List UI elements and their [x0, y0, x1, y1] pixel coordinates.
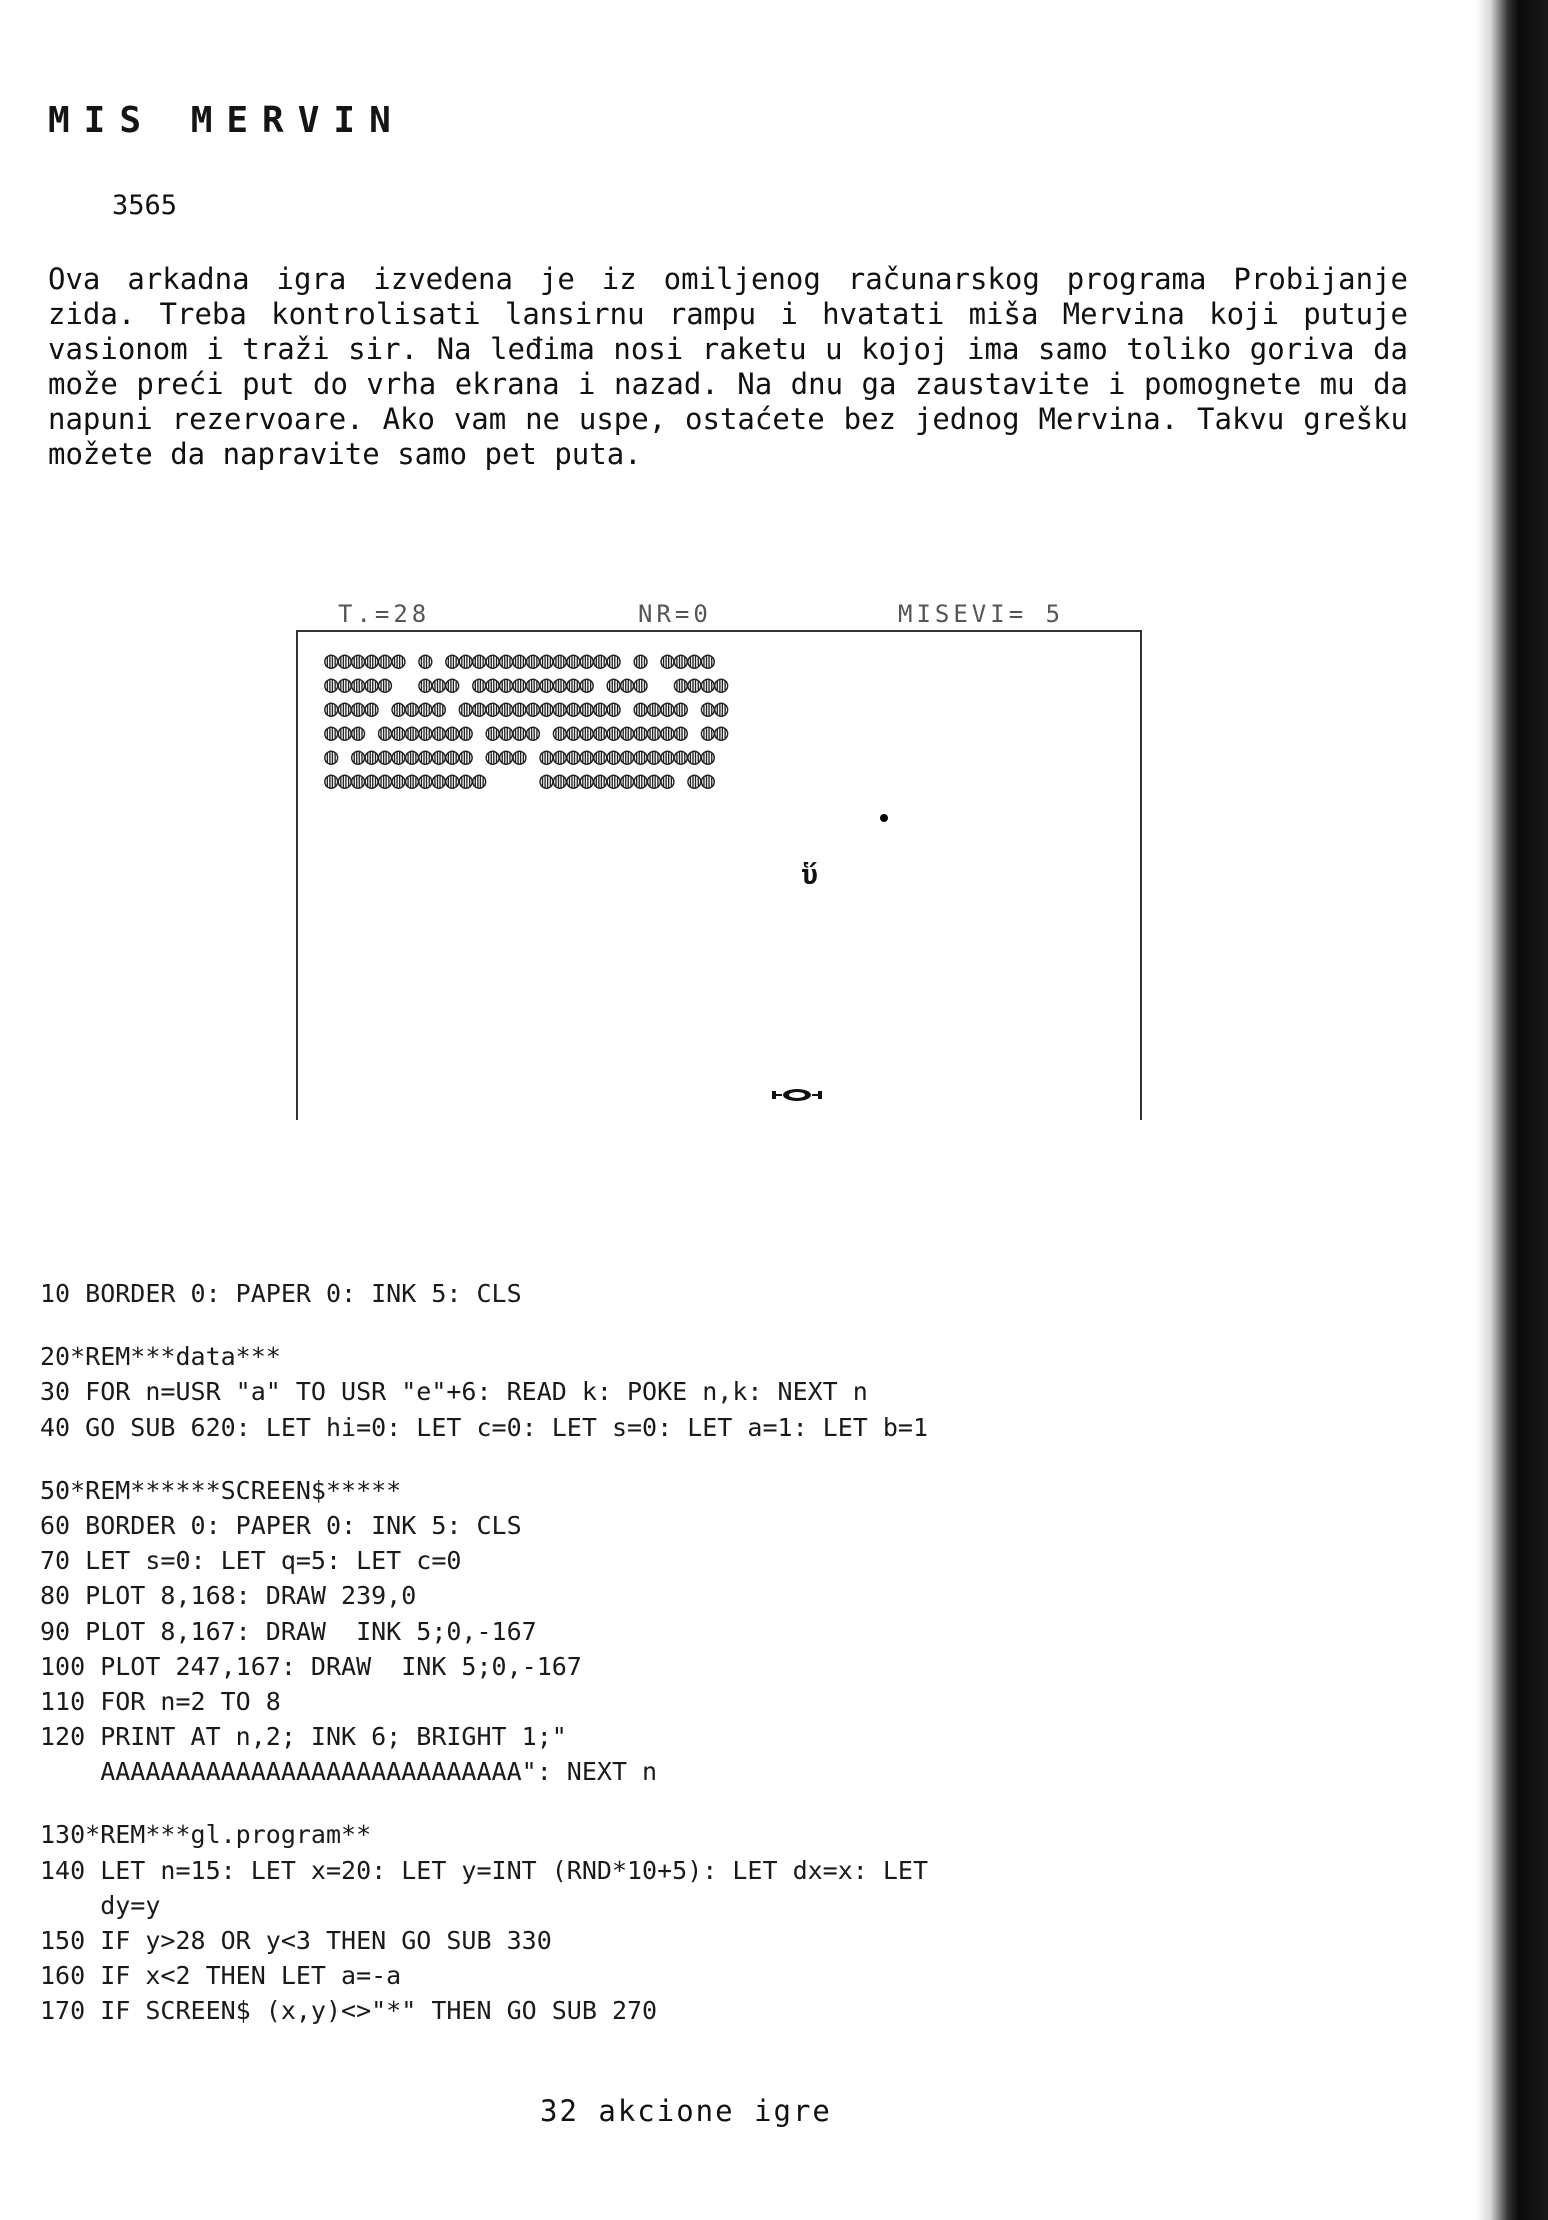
code-line: 70 LET s=0: LET q=5: LET c=0 [40, 1546, 462, 1576]
page-title: MIS MERVIN [48, 100, 405, 141]
code-line: 110 FOR n=2 TO 8 [40, 1686, 281, 1716]
code-line: dy=y [40, 1890, 161, 1920]
code-line: 40 GO SUB 620: LET hi=0: LET c=0: LET s=0: LET a=1: LET b=1 [40, 1412, 929, 1442]
basic-listing [40, 1276, 1220, 2029]
brick-wall [324, 648, 1124, 792]
code-line: AAAAAAAAAAAAAAAAAAAAAAAAAAAA": NEXT n [40, 1757, 658, 1787]
intro-paragraph: Ova arkadna igra izvedena je iz omiljenog računarskog programa Probijanje zida. Treba kontrolisati lansirnu rampu i hvatati miša Mervina koji putuje vasionom i traži sir. Na leđima nosi raketu u kojoj ima samo toliko goriva da može preći put do vrha ekrana i nazad. Na dnu ga zaustavite i pomognete mu da napuni rezervoare. Ako vam ne uspe, ostaćete bez jednog Mervina. Takvu grešku možete da napravite samo pet puta. [48, 262, 1408, 471]
status-mice: MISEVI= 5 [898, 600, 1065, 628]
brick-row: ◍◍◍◍◍ ◍◍◍ ◍◍◍◍◍◍◍◍◍ ◍◍◍ ◍◍◍◍ [324, 670, 728, 698]
code-line: 90 PLOT 8,167: DRAW INK 5;0,-167 [40, 1616, 537, 1646]
brick-row: ◍ ◍◍◍◍◍◍◍◍◍ ◍◍◍ ◍◍◍◍◍◍◍◍◍◍◍◍◍ [324, 742, 715, 770]
status-bar [296, 600, 1142, 632]
code-line: 170 IF SCREEN$ (x,y)<>"*" THEN GO SUB 270 [40, 1996, 658, 2026]
code-line: 30 FOR n=USR "a" TO USR "e"+6: READ k: POKE n,k: NEXT n [40, 1377, 868, 1407]
code-line: 10 BORDER 0: PAPER 0: INK 5: CLS [40, 1279, 522, 1308]
status-nr: NR=0 [638, 600, 712, 628]
game-screenshot [296, 600, 1142, 1120]
mouse-sprite-icon: ὕ [801, 858, 818, 891]
code-line: 60 BORDER 0: PAPER 0: INK 5: CLS [40, 1510, 522, 1540]
code-line: 160 IF x<2 THEN LET a=-a [40, 1961, 402, 1991]
code-line: 130*REM***gl.program** [40, 1820, 372, 1850]
brick-row: ◍◍◍◍◍◍◍◍◍◍◍◍ ◍◍◍◍◍◍◍◍◍◍ ◍◍ [324, 766, 715, 794]
code-line: 20*REM***data*** [40, 1342, 281, 1372]
code-line: 100 PLOT 247,167: DRAW INK 5;0,-167 [40, 1651, 582, 1681]
brick-row: ◍◍◍◍ ◍◍◍◍ ◍◍◍◍◍◍◍◍◍◍◍◍ ◍◍◍◍ ◍◍ [324, 694, 728, 722]
frame-right-wall [1140, 632, 1142, 1120]
binding-edge [1476, 0, 1548, 2220]
code-line: 50*REM******SCREEN$***** [40, 1475, 402, 1505]
program-number: 3565 [112, 190, 178, 221]
status-time: T.=28 [338, 600, 431, 628]
brick-row: ◍◍◍ ◍◍◍◍◍◍◍ ◍◍◍◍ ◍◍◍◍◍◍◍◍◍◍ ◍◍ [324, 718, 728, 746]
brick-row: ◍◍◍◍◍◍ ◍ ◍◍◍◍◍◍◍◍◍◍◍◍◍ ◍ ◍◍◍◍ [324, 646, 715, 674]
page-footer: 32 akcione igre [540, 2094, 832, 2128]
frame-left-wall [296, 632, 298, 1120]
code-line: 140 LET n=15: LET x=20: LET y=INT (RND*10+5): LET dx=x: LET [40, 1855, 929, 1885]
code-line: 150 IF y>28 OR y<3 THEN GO SUB 330 [40, 1926, 552, 1955]
code-line: 120 PRINT AT n,2; INK 6; BRIGHT 1;" [40, 1722, 567, 1752]
launch-ramp-icon [772, 1088, 822, 1102]
ball [880, 814, 888, 822]
code-line: 80 PLOT 8,168: DRAW 239,0 [40, 1581, 417, 1611]
